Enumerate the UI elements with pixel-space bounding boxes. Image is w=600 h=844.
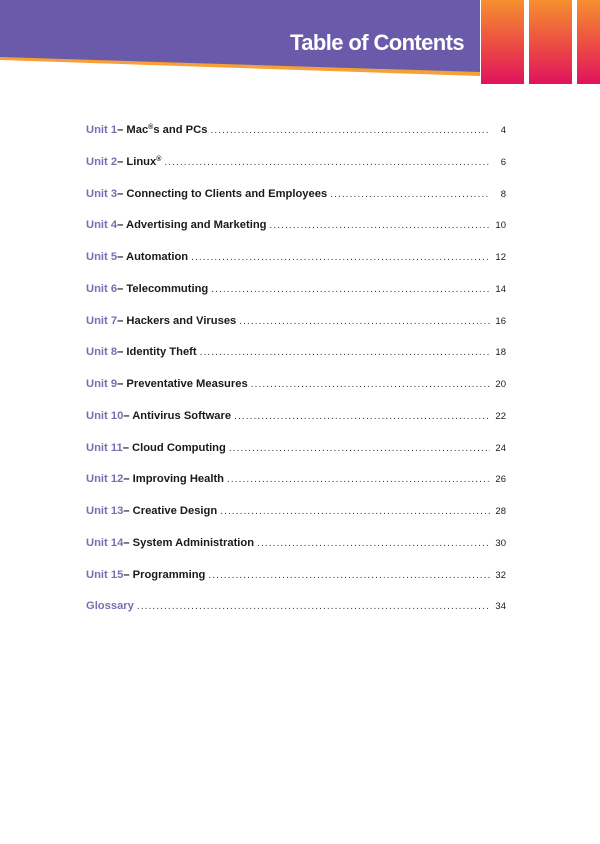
dot-leader <box>208 567 490 585</box>
toc-page-number: 28 <box>495 506 506 517</box>
toc-page-number: 10 <box>495 220 506 232</box>
dot-leader <box>229 440 490 458</box>
toc-entry-title <box>117 248 188 266</box>
dot-leader <box>227 471 490 489</box>
toc-entry[interactable] <box>86 121 506 153</box>
toc-entry[interactable] <box>86 439 506 471</box>
toc-title-text: – Mac <box>117 124 149 136</box>
toc-title-text: – Telecommuting <box>117 282 209 295</box>
toc-entry-title <box>123 502 217 520</box>
toc-unit-label: Unit 4 <box>86 219 118 232</box>
toc-title-text: – Antivirus Software <box>123 409 232 422</box>
page-title: Table of Contents <box>290 30 464 55</box>
toc-title-tail: s and PCs <box>153 124 208 136</box>
gradient-tab-2 <box>529 0 572 84</box>
toc-unit-label: Unit 15 <box>86 568 124 581</box>
toc-page-number: 4 <box>500 125 506 136</box>
toc-title-text: – Improving Health <box>123 473 225 486</box>
dot-leader <box>137 598 490 616</box>
toc-page-number: 34 <box>495 601 506 613</box>
toc-unit-label: Glossary <box>86 600 134 613</box>
toc-page-number: 24 <box>495 442 506 454</box>
toc-entry-title <box>117 375 248 393</box>
toc-unit-label: Unit 2 <box>86 155 118 168</box>
gradient-tab-1 <box>481 0 524 84</box>
toc-title-text: – Linux <box>117 155 157 168</box>
toc-entry[interactable] <box>86 185 506 217</box>
toc-unit-label: Unit 9 <box>86 378 118 390</box>
dot-leader <box>251 376 490 394</box>
dot-leader <box>220 503 490 521</box>
toc-page-number: 12 <box>495 252 506 263</box>
toc-unit-label: Unit 6 <box>86 282 118 295</box>
toc-entry-title <box>117 343 197 361</box>
toc-title-text: – Cloud Computing <box>122 441 226 454</box>
toc-title-text: – Hackers and Viruses <box>117 314 237 327</box>
toc-page-number: 30 <box>495 537 506 549</box>
dot-leader <box>191 249 490 267</box>
table-of-contents <box>86 121 506 629</box>
toc-entry-title <box>123 566 205 584</box>
toc-unit-label: Unit 10 <box>86 409 124 422</box>
toc-title-text: – Automation <box>117 251 189 263</box>
toc-title-text: – Programming <box>123 568 206 581</box>
dot-leader <box>330 186 490 204</box>
toc-title-text: – Advertising and Marketing <box>117 219 267 232</box>
dot-leader <box>200 344 490 362</box>
toc-unit-label: Unit 7 <box>86 314 118 327</box>
toc-unit-label: Unit 8 <box>86 346 118 359</box>
dot-leader <box>257 535 490 553</box>
dot-leader <box>211 281 490 299</box>
toc-entry[interactable] <box>86 153 506 185</box>
toc-entry[interactable] <box>86 407 506 439</box>
dot-leader <box>269 217 490 235</box>
toc-entry[interactable] <box>86 216 506 248</box>
toc-page-number: 14 <box>495 283 506 295</box>
toc-page-number: 22 <box>495 410 506 422</box>
toc-title-text: – Connecting to Clients and Employees <box>117 187 328 200</box>
toc-entry[interactable] <box>86 566 506 598</box>
toc-entry[interactable] <box>86 312 506 344</box>
toc-title-text: – System Administration <box>123 536 255 549</box>
toc-entry-title <box>123 470 224 488</box>
dot-leader <box>239 313 490 331</box>
toc-entry-title <box>117 185 327 203</box>
toc-page-number: 16 <box>495 315 506 327</box>
toc-unit-label: Unit 13 <box>86 505 124 517</box>
toc-entry-title <box>117 312 236 330</box>
toc-entry[interactable] <box>86 343 506 375</box>
toc-page-number: 32 <box>495 569 506 581</box>
toc-entry-title <box>123 439 226 457</box>
toc-unit-label: Unit 11 <box>86 441 123 454</box>
toc-page-number: 8 <box>500 188 506 200</box>
toc-entry-title <box>123 407 231 425</box>
toc-unit-label: Unit 14 <box>86 536 124 549</box>
toc-unit-label: Unit 3 <box>86 187 118 200</box>
toc-title-text: – Creative Design <box>123 505 218 517</box>
dot-leader <box>210 122 490 140</box>
toc-entry[interactable] <box>86 597 506 629</box>
dot-leader <box>234 408 490 426</box>
toc-entry[interactable] <box>86 248 506 280</box>
toc-unit-label: Unit 1 <box>86 124 118 136</box>
toc-entry-title <box>117 153 161 171</box>
toc-page-number: 20 <box>495 379 506 390</box>
toc-page-number: 26 <box>495 474 506 486</box>
toc-entry-title <box>117 216 266 234</box>
registered-mark: ® <box>148 124 154 131</box>
toc-entry[interactable] <box>86 470 506 502</box>
toc-entry-title <box>123 534 254 552</box>
toc-entry[interactable] <box>86 280 506 312</box>
toc-entry-title <box>117 280 208 298</box>
toc-unit-label: Unit 12 <box>86 473 124 486</box>
registered-mark: ® <box>156 155 162 163</box>
toc-title-text: – Identity Theft <box>117 346 197 359</box>
toc-title-text: – Preventative Measures <box>117 378 248 390</box>
toc-page-number: 6 <box>500 156 506 168</box>
toc-entry[interactable] <box>86 534 506 566</box>
toc-page-number: 18 <box>495 347 506 359</box>
toc-entry[interactable] <box>86 502 506 534</box>
toc-entry-title <box>117 121 207 139</box>
toc-entry[interactable] <box>86 375 506 407</box>
gradient-tab-3 <box>577 0 600 84</box>
dot-leader <box>164 154 490 172</box>
toc-unit-label: Unit 5 <box>86 251 118 263</box>
